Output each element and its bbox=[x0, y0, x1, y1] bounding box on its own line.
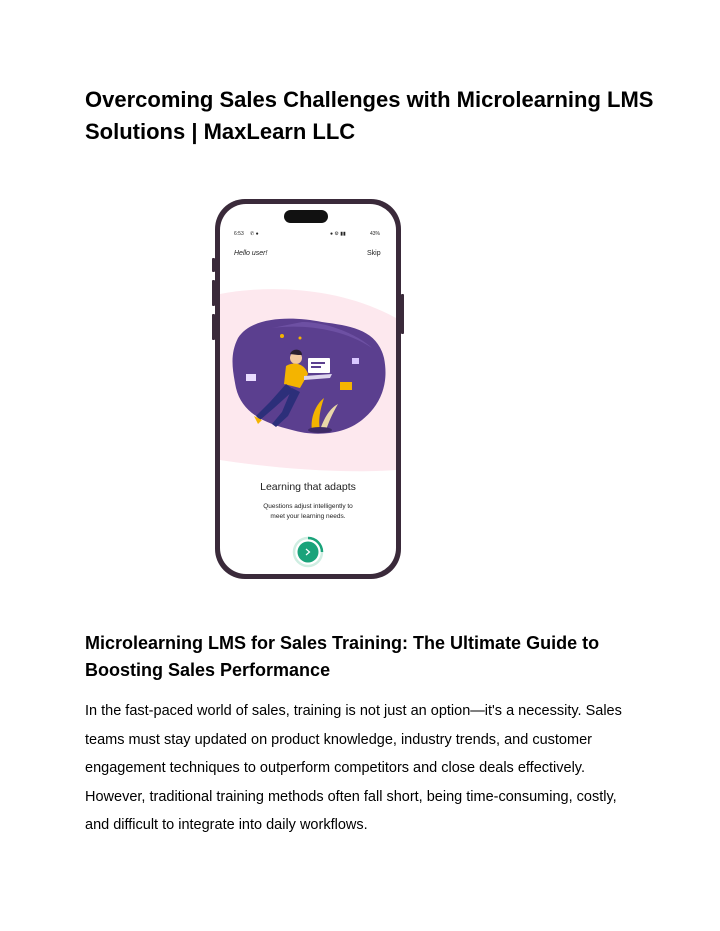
phone-mockup-image bbox=[212, 198, 404, 580]
status-battery: 43% bbox=[370, 231, 381, 237]
status-icons-right: ● ⚙ ▮▮ bbox=[330, 231, 346, 237]
greeting-text: Hello user! bbox=[234, 250, 268, 257]
next-button[interactable] bbox=[298, 542, 319, 563]
body-paragraph: In the fast-paced world of sales, training is not just an option—it's a necessity. Sales teams must stay updated on product knowledge, industry trends, and customer engagement techniques to outperform competitors and close deals effectively. However, traditional training methods often fall short, being time-consuming, costly, and difficult to integrate into daily workflows. bbox=[85, 703, 622, 834]
onboarding-subtext-line-2: meet your learning needs. bbox=[270, 513, 346, 520]
skip-button[interactable]: Skip bbox=[367, 250, 381, 257]
laptop-screen bbox=[308, 358, 330, 373]
section-heading: Microlearning LMS for Sales Training: The Ultimate Guide to Boosting Sales Performance bbox=[85, 633, 600, 680]
phone-power-button bbox=[401, 294, 404, 334]
status-icons-left: ✆ ● bbox=[250, 231, 259, 237]
onboarding-headline: Learning that adapts bbox=[260, 481, 356, 493]
dynamic-island bbox=[284, 210, 328, 223]
phone-volume-button bbox=[212, 258, 215, 272]
phone-volume-button bbox=[212, 314, 215, 340]
status-time: 6:53 bbox=[234, 231, 244, 237]
page-title: Overcoming Sales Challenges with Microlearning LMS Solutions | MaxLearn LLC bbox=[85, 87, 654, 144]
phone-volume-button bbox=[212, 280, 215, 306]
onboarding-subtext-line-1: Questions adjust intelligently to bbox=[263, 503, 353, 510]
